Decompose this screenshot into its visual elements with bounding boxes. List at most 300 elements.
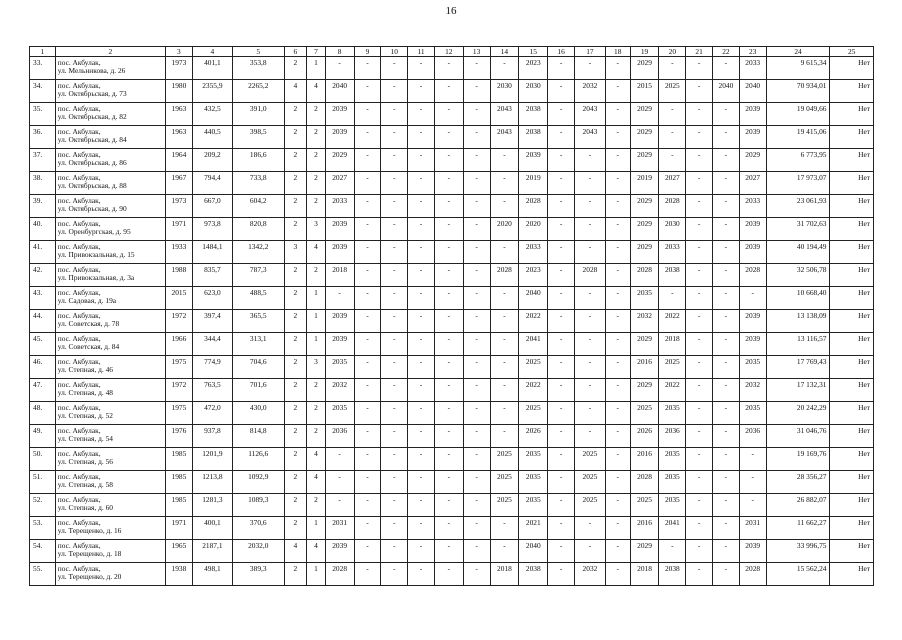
table-cell: 209,2 — [192, 149, 232, 172]
table-cell: 2029 — [630, 103, 659, 126]
table-cell: 2016 — [630, 356, 659, 379]
table-cell: - — [354, 448, 381, 471]
table-cell: - — [463, 264, 490, 287]
address-cell: пос. Акбулак, ул. Степная, д. 58 — [55, 471, 165, 494]
table-cell: 2036 — [325, 425, 354, 448]
table-row — [30, 356, 874, 379]
table-cell: 1 — [307, 333, 326, 356]
table-cell: Нет — [830, 218, 874, 241]
table-cell: 3 — [307, 218, 326, 241]
table-cell: - — [574, 402, 605, 425]
table-cell: 2025 — [574, 471, 605, 494]
table-cell: 2025 — [630, 402, 659, 425]
table-cell: Нет — [830, 494, 874, 517]
table-cell: - — [463, 310, 490, 333]
table-cell: 11 662,27 — [766, 517, 830, 540]
row-number-cell: 35. — [30, 103, 56, 126]
table-cell: 820,8 — [232, 218, 284, 241]
table-cell: - — [434, 563, 463, 586]
table-cell: 370,6 — [232, 517, 284, 540]
table-cell: - — [381, 172, 408, 195]
table-cell: 2039 — [325, 126, 354, 149]
table-cell: - — [463, 540, 490, 563]
table-cell: 2036 — [659, 425, 686, 448]
table-cell: 2039 — [739, 241, 766, 264]
address-cell: пос. Акбулак, ул. Привокзальная, д. 15 — [55, 241, 165, 264]
address-cell: пос. Акбулак, ул. Октябрьская, д. 86 — [55, 149, 165, 172]
table-cell: 2038 — [659, 563, 686, 586]
table-cell: - — [548, 57, 575, 80]
table-cell: 2029 — [630, 126, 659, 149]
table-cell: Нет — [830, 402, 874, 425]
table-cell: 33 996,75 — [766, 540, 830, 563]
table-cell: 2032 — [739, 379, 766, 402]
table-cell: - — [605, 471, 630, 494]
table-cell: 2018 — [659, 333, 686, 356]
table-cell: - — [381, 402, 408, 425]
table-cell: - — [739, 494, 766, 517]
row-number-cell: 41. — [30, 241, 56, 264]
table-cell: Нет — [830, 425, 874, 448]
table-cell: 2029 — [630, 540, 659, 563]
table-cell: 2018 — [630, 563, 659, 586]
table-cell: 2030 — [659, 218, 686, 241]
table-cell: - — [605, 402, 630, 425]
table-cell: - — [605, 126, 630, 149]
address-cell: пос. Акбулак, ул. Степная, д. 56 — [55, 448, 165, 471]
table-cell: 2 — [284, 149, 307, 172]
table-cell: - — [463, 287, 490, 310]
page-number: 16 — [445, 5, 457, 17]
table-cell: Нет — [830, 563, 874, 586]
table-cell: - — [574, 218, 605, 241]
table-cell: - — [713, 517, 740, 540]
table-cell: 2022 — [659, 379, 686, 402]
table-cell: - — [463, 448, 490, 471]
table-cell: - — [605, 379, 630, 402]
table-cell: 623,0 — [192, 287, 232, 310]
table-cell: - — [605, 287, 630, 310]
table-cell: - — [686, 195, 713, 218]
table-row — [30, 80, 874, 103]
table-cell: - — [408, 356, 435, 379]
table-cell: 2027 — [659, 172, 686, 195]
table-cell: 2030 — [519, 80, 548, 103]
table-cell: - — [686, 517, 713, 540]
table-cell: - — [381, 149, 408, 172]
table-cell: 2032 — [630, 310, 659, 333]
table-cell: - — [548, 333, 575, 356]
table-row — [30, 218, 874, 241]
address-cell: пос. Акбулак, ул. Октябрьская, д. 82 — [55, 103, 165, 126]
table-cell: - — [381, 103, 408, 126]
table-cell: 2 — [307, 103, 326, 126]
table-cell: 2043 — [490, 126, 519, 149]
table-cell: 2029 — [630, 333, 659, 356]
table-cell: 401,1 — [192, 57, 232, 80]
table-cell: 28 356,27 — [766, 471, 830, 494]
address-cell: пос. Акбулак, ул. Терещенко, д. 18 — [55, 540, 165, 563]
table-cell: - — [574, 356, 605, 379]
table-row — [30, 241, 874, 264]
table-cell: 2029 — [630, 57, 659, 80]
table-cell: - — [354, 494, 381, 517]
table-row — [30, 126, 874, 149]
table-cell: 814,8 — [232, 425, 284, 448]
table-cell: 4 — [307, 471, 326, 494]
table-cell: - — [548, 494, 575, 517]
table-cell: 2039 — [325, 241, 354, 264]
table-cell: - — [381, 333, 408, 356]
table-cell: - — [354, 310, 381, 333]
table-cell: - — [463, 241, 490, 264]
table-cell: - — [605, 494, 630, 517]
table-cell: Нет — [830, 195, 874, 218]
address-cell: пос. Акбулак, ул. Степная, д. 60 — [55, 494, 165, 517]
table-cell: - — [490, 517, 519, 540]
table-cell: 2039 — [325, 103, 354, 126]
table-cell: 1967 — [166, 172, 193, 195]
table-cell: 2039 — [739, 103, 766, 126]
table-cell: - — [548, 218, 575, 241]
table-cell: 2033 — [739, 195, 766, 218]
table-cell: - — [713, 333, 740, 356]
row-number-cell: 51. — [30, 471, 56, 494]
table-cell: 4 — [284, 80, 307, 103]
table-cell: 2355,9 — [192, 80, 232, 103]
row-number-cell: 37. — [30, 149, 56, 172]
table-cell: 2039 — [739, 126, 766, 149]
table-cell: 733,8 — [232, 172, 284, 195]
table-cell: - — [686, 402, 713, 425]
table-cell: Нет — [830, 356, 874, 379]
row-number-cell: 53. — [30, 517, 56, 540]
table-cell: 2 — [307, 195, 326, 218]
table-cell: - — [434, 149, 463, 172]
table-cell: 440,5 — [192, 126, 232, 149]
address-cell: пос. Акбулак, ул. Октябрьская, д. 73 — [55, 80, 165, 103]
table-cell: 2029 — [630, 241, 659, 264]
table-cell: - — [463, 425, 490, 448]
table-cell: 1089,3 — [232, 494, 284, 517]
table-cell: - — [408, 402, 435, 425]
table-cell: - — [548, 517, 575, 540]
table-cell: - — [434, 310, 463, 333]
table-cell: - — [381, 563, 408, 586]
table-cell: 1963 — [166, 103, 193, 126]
table-cell: - — [463, 195, 490, 218]
table-cell: - — [408, 333, 435, 356]
table-cell: 1484,1 — [192, 241, 232, 264]
table-cell: 391,0 — [232, 103, 284, 126]
table-cell: 1972 — [166, 379, 193, 402]
table-cell: 2035 — [519, 448, 548, 471]
table-cell: - — [686, 310, 713, 333]
table-cell: 667,0 — [192, 195, 232, 218]
table-cell: - — [381, 80, 408, 103]
table-cell: 1201,9 — [192, 448, 232, 471]
address-cell: пос. Акбулак, ул. Оренбургская, д. 95 — [55, 218, 165, 241]
table-cell: - — [490, 195, 519, 218]
table-cell: 1 — [307, 517, 326, 540]
table-cell: - — [463, 494, 490, 517]
table-cell: - — [605, 172, 630, 195]
table-cell: 2025 — [519, 356, 548, 379]
address-cell: пос. Акбулак, ул. Октябрьская, д. 90 — [55, 195, 165, 218]
table-cell: 2043 — [574, 103, 605, 126]
table-cell: - — [548, 540, 575, 563]
table-cell: - — [381, 57, 408, 80]
table-cell: 1975 — [166, 402, 193, 425]
table-cell: 2022 — [519, 379, 548, 402]
table-cell: - — [686, 356, 713, 379]
table-cell: - — [659, 287, 686, 310]
table-cell: 2035 — [659, 402, 686, 425]
table-cell: 70 934,01 — [766, 80, 830, 103]
table-row — [30, 310, 874, 333]
table-cell: 2036 — [739, 425, 766, 448]
table-cell: - — [325, 448, 354, 471]
table-cell: Нет — [830, 149, 874, 172]
table-row — [30, 471, 874, 494]
table-cell: - — [605, 425, 630, 448]
table-cell: 2035 — [659, 448, 686, 471]
table-cell: 1 — [307, 57, 326, 80]
table-cell: 2 — [284, 264, 307, 287]
table-cell: 400,1 — [192, 517, 232, 540]
table-cell: - — [548, 149, 575, 172]
table-cell: 1985 — [166, 448, 193, 471]
table-cell: 9 615,34 — [766, 57, 830, 80]
table-cell: - — [686, 471, 713, 494]
table-cell: - — [490, 172, 519, 195]
table-cell: 2041 — [519, 333, 548, 356]
table-cell: - — [548, 172, 575, 195]
table-cell: - — [548, 287, 575, 310]
table-cell: 2043 — [490, 103, 519, 126]
column-header: 16 — [548, 47, 575, 57]
table-cell: - — [463, 356, 490, 379]
table-cell: Нет — [830, 448, 874, 471]
column-header: 15 — [519, 47, 548, 57]
table-cell: 1938 — [166, 563, 193, 586]
table-cell: 2 — [284, 287, 307, 310]
table-cell: 389,3 — [232, 563, 284, 586]
table-cell: - — [659, 103, 686, 126]
table-cell: - — [354, 333, 381, 356]
table-cell: - — [574, 425, 605, 448]
table-cell: 1976 — [166, 425, 193, 448]
table-cell: 2 — [284, 218, 307, 241]
table-cell: 365,5 — [232, 310, 284, 333]
table-cell: - — [354, 172, 381, 195]
table-cell: 1 — [307, 563, 326, 586]
table-cell: - — [354, 540, 381, 563]
table-cell: - — [548, 310, 575, 333]
table-cell: 2019 — [519, 172, 548, 195]
table-cell: 2 — [284, 310, 307, 333]
table-cell: - — [548, 563, 575, 586]
table-cell: - — [434, 172, 463, 195]
column-header: 1 — [30, 47, 56, 57]
table-cell: 1966 — [166, 333, 193, 356]
table-cell: 2038 — [519, 103, 548, 126]
table-cell: 1972 — [166, 310, 193, 333]
table-cell: 13 138,09 — [766, 310, 830, 333]
table-cell: 344,4 — [192, 333, 232, 356]
table-cell: 2 — [307, 149, 326, 172]
table-cell: 4 — [284, 540, 307, 563]
table-cell: - — [605, 310, 630, 333]
table-cell: - — [408, 517, 435, 540]
table-cell: 937,8 — [192, 425, 232, 448]
table-cell: - — [548, 80, 575, 103]
table-cell: 2 — [284, 333, 307, 356]
table-cell: - — [713, 287, 740, 310]
table-cell: - — [354, 356, 381, 379]
table-cell: 2040 — [519, 287, 548, 310]
table-cell: - — [659, 149, 686, 172]
table-cell: - — [490, 310, 519, 333]
table-cell: 19 049,66 — [766, 103, 830, 126]
table-cell: - — [381, 448, 408, 471]
table-cell: 1965 — [166, 540, 193, 563]
address-cell: пос. Акбулак, ул. Садовая, д. 19а — [55, 287, 165, 310]
row-number-cell: 46. — [30, 356, 56, 379]
table-cell: - — [381, 264, 408, 287]
table-cell: 353,8 — [232, 57, 284, 80]
column-header: 20 — [659, 47, 686, 57]
table-cell: - — [463, 563, 490, 586]
table-cell: 2018 — [490, 563, 519, 586]
table-cell: 835,7 — [192, 264, 232, 287]
table-cell: 31 702,63 — [766, 218, 830, 241]
row-number-cell: 42. — [30, 264, 56, 287]
table-cell: 472,0 — [192, 402, 232, 425]
table-cell: - — [381, 494, 408, 517]
table-cell: 2 — [284, 402, 307, 425]
table-cell: - — [463, 218, 490, 241]
row-number-cell: 38. — [30, 172, 56, 195]
table-cell: - — [490, 287, 519, 310]
table-row — [30, 517, 874, 540]
table-cell: - — [463, 172, 490, 195]
table-cell: - — [354, 195, 381, 218]
table-cell: 1281,3 — [192, 494, 232, 517]
address-cell: пос. Акбулак, ул. Терещенко, д. 20 — [55, 563, 165, 586]
column-header: 23 — [739, 47, 766, 57]
table-cell: 432,5 — [192, 103, 232, 126]
table-cell: - — [408, 80, 435, 103]
table-cell: 1971 — [166, 517, 193, 540]
row-number-cell: 39. — [30, 195, 56, 218]
table-cell: - — [490, 402, 519, 425]
table-cell: 2038 — [659, 264, 686, 287]
table-cell: - — [381, 241, 408, 264]
table-cell: - — [686, 425, 713, 448]
address-cell: пос. Акбулак, ул. Терещенко, д. 16 — [55, 517, 165, 540]
table-cell: - — [408, 264, 435, 287]
table-cell: - — [490, 241, 519, 264]
row-number-cell: 52. — [30, 494, 56, 517]
table-cell: - — [354, 126, 381, 149]
table-cell: 2 — [307, 126, 326, 149]
table-cell: - — [408, 448, 435, 471]
table-cell: - — [434, 126, 463, 149]
table-cell: 2025 — [659, 80, 686, 103]
table-cell: 2029 — [630, 379, 659, 402]
table-cell: 1971 — [166, 218, 193, 241]
table-cell: - — [605, 103, 630, 126]
table-cell: 430,0 — [232, 402, 284, 425]
table-cell: - — [686, 333, 713, 356]
table-cell: - — [434, 195, 463, 218]
table-cell: 2028 — [630, 471, 659, 494]
table-cell: - — [354, 57, 381, 80]
table-cell: - — [548, 264, 575, 287]
table-cell: 2 — [307, 264, 326, 287]
table-cell: 1964 — [166, 149, 193, 172]
column-header: 18 — [605, 47, 630, 57]
table-cell: 4 — [307, 241, 326, 264]
table-cell: - — [354, 563, 381, 586]
table-cell: 2035 — [739, 356, 766, 379]
table-row — [30, 402, 874, 425]
table-row — [30, 563, 874, 586]
table-header-row — [30, 47, 874, 57]
table-cell: - — [408, 379, 435, 402]
table-cell: - — [605, 218, 630, 241]
table-row — [30, 103, 874, 126]
table-cell: - — [548, 195, 575, 218]
table-cell: 2039 — [739, 218, 766, 241]
table-cell: 2035 — [739, 402, 766, 425]
column-header: 5 — [232, 47, 284, 57]
table-row — [30, 333, 874, 356]
table-cell: 2 — [307, 172, 326, 195]
table-cell: - — [434, 57, 463, 80]
table-cell: 1 — [307, 287, 326, 310]
table-cell: 2023 — [519, 57, 548, 80]
column-header: 14 — [490, 47, 519, 57]
table-cell: - — [354, 80, 381, 103]
table-cell: - — [686, 241, 713, 264]
table-cell: - — [686, 80, 713, 103]
table-cell: - — [434, 241, 463, 264]
table-cell: - — [381, 379, 408, 402]
table-cell: 2039 — [519, 149, 548, 172]
table-cell: - — [713, 563, 740, 586]
table-cell: - — [713, 241, 740, 264]
table-cell: 398,5 — [232, 126, 284, 149]
table-cell: - — [659, 57, 686, 80]
table-cell: - — [434, 448, 463, 471]
table-cell: 2028 — [739, 563, 766, 586]
table-cell: - — [463, 103, 490, 126]
column-header: 19 — [630, 47, 659, 57]
table-cell: 2028 — [630, 264, 659, 287]
table-cell: - — [408, 103, 435, 126]
table-cell: - — [434, 287, 463, 310]
table-cell: 2019 — [630, 172, 659, 195]
table-cell: 2033 — [739, 57, 766, 80]
table-cell: 2032 — [574, 80, 605, 103]
table-cell: - — [434, 379, 463, 402]
column-header: 21 — [686, 47, 713, 57]
table-cell: 2028 — [574, 264, 605, 287]
table-cell: - — [490, 425, 519, 448]
row-number-cell: 33. — [30, 57, 56, 80]
